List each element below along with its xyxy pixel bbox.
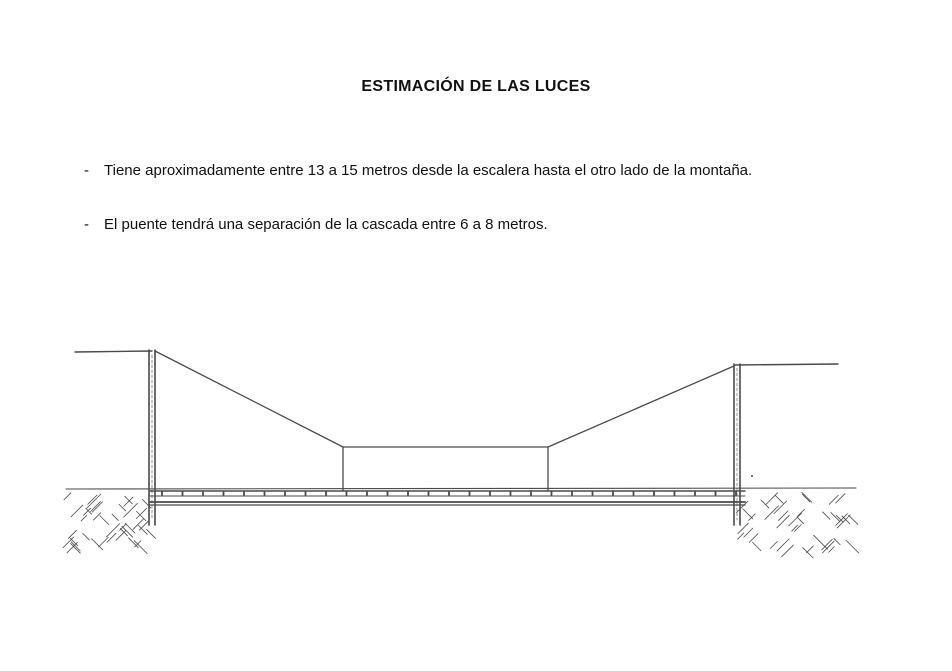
right-tower: [734, 364, 740, 525]
bullet-text: El puente tendrá una separación de la cascada entre 6 a 8 metros.: [104, 216, 548, 233]
left-earth-hatch: [63, 493, 156, 554]
list-item: [84, 160, 752, 182]
bullet-marker: -: [84, 162, 89, 179]
page-title: ESTIMACIÓN DE LAS LUCES: [361, 78, 591, 95]
bullet-marker: -: [84, 216, 89, 233]
center-span: [343, 447, 548, 491]
left-cable: [155, 351, 343, 447]
right-cable: [548, 366, 734, 447]
left-tower: [149, 350, 155, 525]
bullet-list: [84, 160, 752, 236]
right-earth-hatch: [736, 492, 858, 558]
bridge-sketch-icon: [0, 330, 952, 570]
right-ground-line: [735, 364, 838, 365]
list-item: [84, 214, 752, 236]
bridge-deck: [66, 488, 856, 505]
left-ground-line: [75, 351, 152, 352]
bullet-text: Tiene aproximadamente entre 13 a 15 metros desde la escalera hasta el otro lado de la montaña.: [104, 162, 753, 179]
